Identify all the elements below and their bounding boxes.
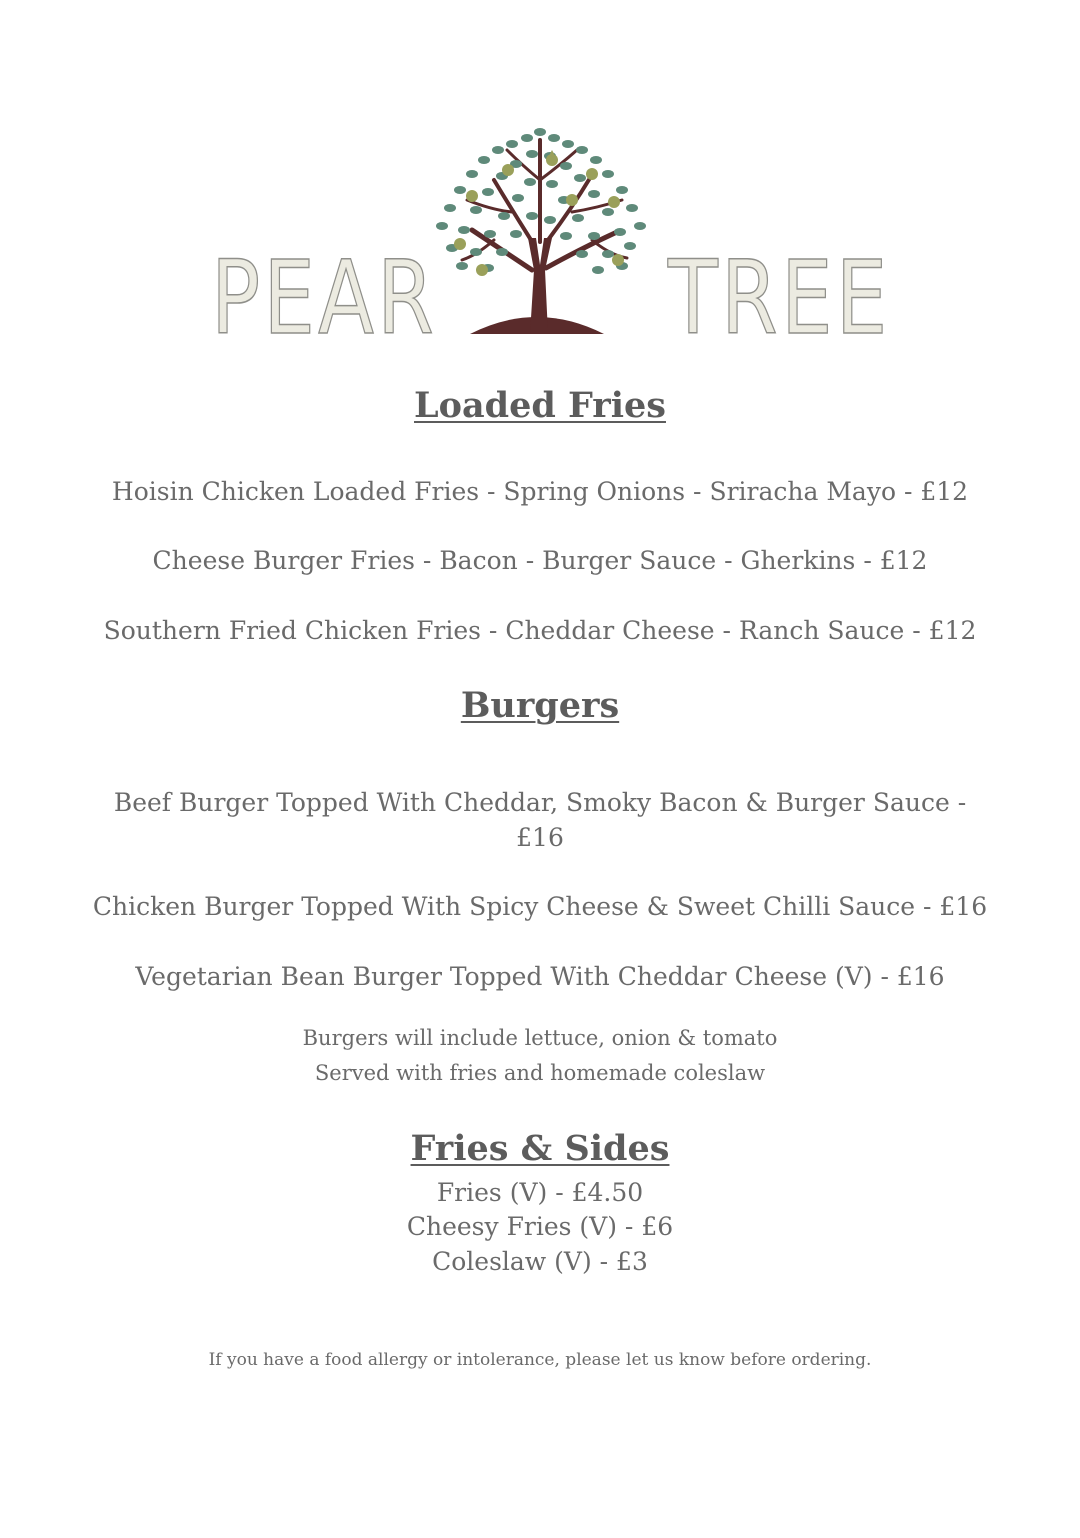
menu-item-chicken-burger: Chicken Burger Topped With Spicy Cheese & Sweet Chilli Sauce - £16 <box>92 892 988 921</box>
section-title-loaded-fries: Loaded Fries <box>414 385 666 426</box>
burger-note-served-with: Served with fries and homemade coleslaw <box>314 1061 766 1085</box>
burger-note-toppings: Burgers will include lettuce, onion & tomato <box>302 1026 778 1050</box>
allergy-notice: If you have a food allergy or intolerance, please let us know before ordering. <box>208 1350 872 1370</box>
menu-item-beef-burger: Beef Burger Topped With Cheddar, Smoky Bacon & Burger Sauce - £16 <box>113 788 967 852</box>
menu-item-cheesy-fries: Cheesy Fries (V) - £6 <box>406 1212 674 1241</box>
menu-item-vegetarian-bean-burger: Vegetarian Bean Burger Topped With Cheddar Cheese (V) - £16 <box>135 962 945 991</box>
menu-item-coleslaw: Coleslaw (V) - £3 <box>432 1247 648 1276</box>
menu-item-southern-fried-chicken-fries: Southern Fried Chicken Fries - Cheddar Cheese - Ranch Sauce - £12 <box>103 616 977 645</box>
logo-word-pear: PEAR <box>211 239 438 358</box>
menu-item-hoisin-chicken-fries: Hoisin Chicken Loaded Fries - Spring Onions - Sriracha Mayo - £12 <box>111 477 969 506</box>
section-title-burgers: Burgers <box>460 685 620 726</box>
logo-word-tree: TREE <box>668 239 891 358</box>
section-title-fries-sides: Fries & Sides <box>410 1128 670 1169</box>
menu-item-cheese-burger-fries: Cheese Burger Fries - Bacon - Burger Sauce - Gherkins - £12 <box>152 546 928 575</box>
menu-item-fries: Fries (V) - £4.50 <box>436 1178 644 1207</box>
tree-icon <box>432 120 652 336</box>
pear-tree-logo <box>205 120 891 358</box>
